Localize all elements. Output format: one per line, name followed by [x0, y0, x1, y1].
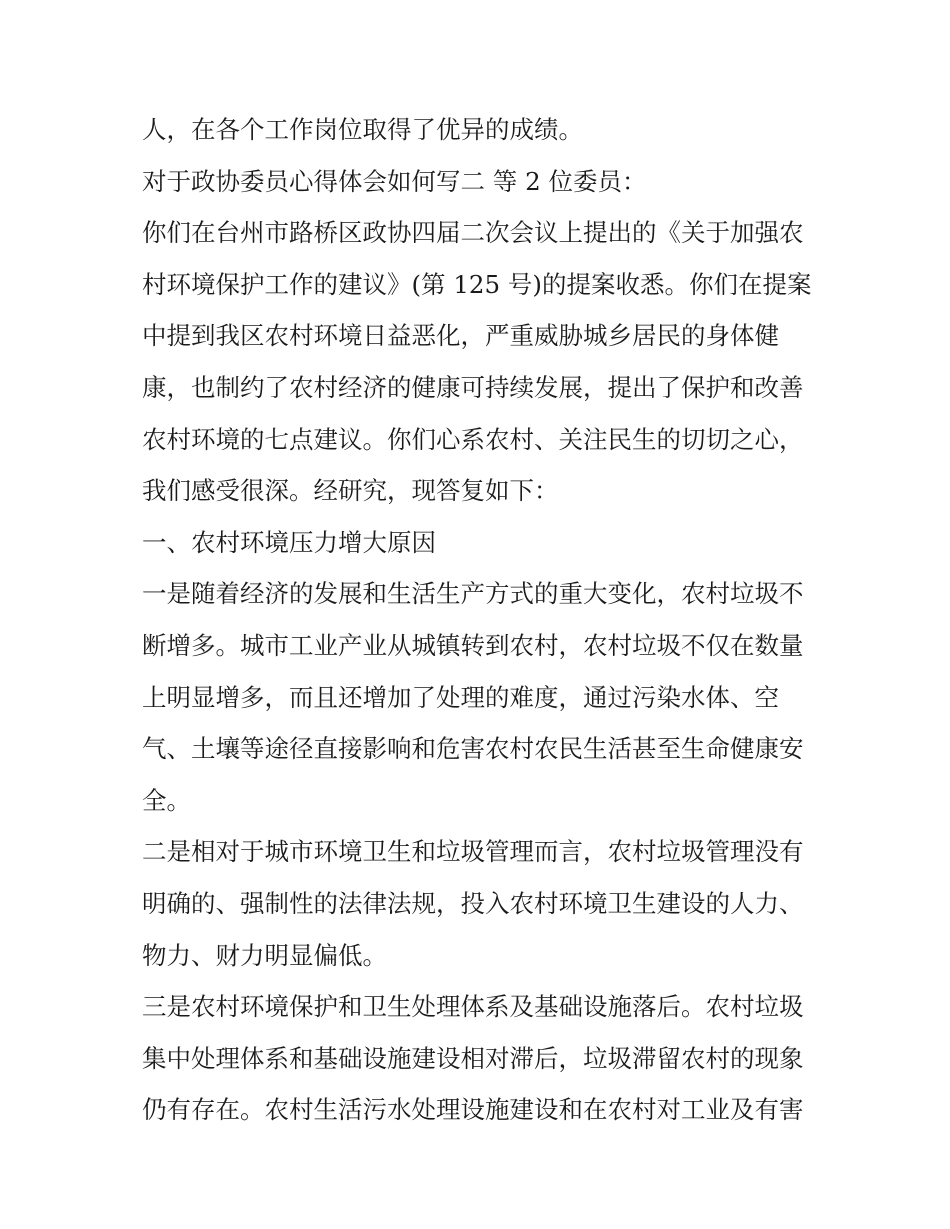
section-heading: 一、农村环境压力增大原因 [142, 527, 436, 557]
text-line: 一是随着经济的发展和生活生产方式的重大变化，农村垃圾不 [142, 579, 804, 609]
text-line: 农村环境的七点建议。你们心系农村、关注民生的切切之心， [142, 424, 804, 454]
text-line: 对于政协委员心得体会如何写二 等 2 位委员： [142, 166, 647, 196]
text-line: 你们在台州市路桥区政协四届二次会议上提出的《关于加强农 [142, 218, 804, 248]
text-line: 集中处理体系和基础设施建设相对滞后，垃圾滞留农村的现象 [142, 1043, 804, 1073]
text-line: 二是相对于城市环境卫生和垃圾管理而言，农村垃圾管理没有 [142, 837, 804, 867]
text-line: 气、土壤等途径直接影响和危害农村农民生活甚至生命健康安 [142, 734, 804, 764]
text-line: 我们感受很深。经研究，现答复如下： [142, 476, 559, 506]
text-line: 中提到我区农村环境日益恶化，严重威胁城乡居民的身体健 [142, 321, 779, 351]
text-line: 明确的、强制性的法律法规，投入农村环境卫生建设的人力、 [142, 888, 804, 918]
text-line: 上明显增多，而且还增加了处理的难度，通过污染水体、空 [142, 682, 779, 712]
document-body [142, 104, 817, 1136]
text-line: 三是农村环境保护和卫生处理体系及基础设施落后。农村垃圾 [142, 992, 804, 1022]
text-line: 全。 [142, 785, 191, 815]
text-line: 断增多。城市工业产业从城镇转到农村，农村垃圾不仅在数量 [142, 630, 804, 660]
text-line: 人，在各个工作岗位取得了优异的成绩。 [142, 115, 583, 144]
text-line: 村环境保护工作的建议》(第 125 号)的提案收悉。你们在提案 [142, 269, 812, 299]
text-line: 物力、财力明显偏低。 [142, 940, 387, 970]
text-line: 康，也制约了农村经济的健康可持续发展，提出了保护和改善 [142, 372, 804, 402]
text-line: 仍有存在。农村生活污水处理设施建设和在农村对工业及有害 [142, 1095, 804, 1125]
